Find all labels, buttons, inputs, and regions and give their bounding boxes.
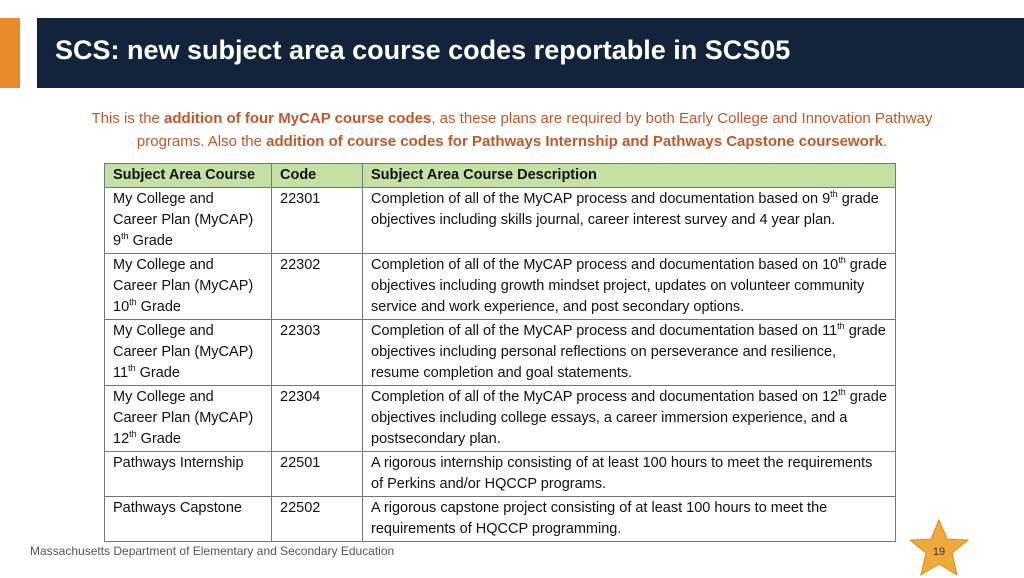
grade-number: 10 xyxy=(113,299,130,315)
intro-line-2 xyxy=(20,130,1004,153)
description-cell xyxy=(363,386,896,452)
code-cell: 22301 xyxy=(272,188,363,254)
description-suffix: th xyxy=(830,189,838,200)
intro-part-2: , as these plans are required by both Early College and Innovation Pathway xyxy=(431,110,933,127)
grade-suffix: th xyxy=(128,363,136,374)
description-cell xyxy=(363,320,896,386)
code-cell: 22303 xyxy=(272,320,363,386)
accent-bar xyxy=(0,18,20,88)
course-line-2: Career Plan (MyCAP) xyxy=(113,344,254,360)
grade-suffix: th xyxy=(129,297,137,308)
code-cell: 22502 xyxy=(272,497,363,542)
intro-text xyxy=(20,107,1004,153)
slide-title: SCS: new subject area course codes reportable in SCS05 xyxy=(55,35,791,65)
course-line-2: Career Plan (MyCAP) xyxy=(113,278,254,294)
course-cell xyxy=(105,320,272,386)
description-start: Completion of all of the MyCAP process and documentation based on 10 xyxy=(371,257,839,273)
course-line-2: Career Plan (MyCAP) xyxy=(113,410,254,426)
course-line-1: My College and xyxy=(113,257,214,273)
description-start: Completion of all of the MyCAP process and documentation based on 12 xyxy=(371,389,839,405)
table-row xyxy=(105,188,896,254)
course-line-2: Career Plan (MyCAP) xyxy=(113,212,254,228)
intro-bold-2: addition of course codes for Pathways Internship and Pathways Capstone coursework xyxy=(266,133,883,150)
description-suffix: th xyxy=(838,255,846,266)
description-start: Completion of all of the MyCAP process and documentation based on 11 xyxy=(371,323,838,339)
table-header-row xyxy=(105,164,896,188)
course-cell xyxy=(105,188,272,254)
grade-suffix: th xyxy=(121,231,129,242)
description-end: grade objectives including growth mindset project, updates on volunteer community service and work experience, and post secondary options. xyxy=(371,257,887,315)
course-codes-table xyxy=(104,163,896,542)
description-end: grade objectives including skills journal, career interest survey and 4 year plan. xyxy=(371,191,879,228)
code-cell: 22302 xyxy=(272,254,363,320)
course-line-1: My College and xyxy=(113,323,214,339)
table-row xyxy=(105,386,896,452)
intro-bold-1: addition of four MyCAP course codes xyxy=(164,110,432,127)
description-end: grade objectives including college essays, a career immersion experience, and a postsecondary plan. xyxy=(371,389,887,447)
description-cell: A rigorous internship consisting of at least 100 hours to meet the requirements of Perkins and/or HQCCP programs. xyxy=(363,452,896,497)
table-row xyxy=(105,497,896,542)
grade-word: Grade xyxy=(136,431,181,447)
course-line-1: My College and xyxy=(113,191,214,207)
grade-suffix: th xyxy=(129,429,137,440)
header-description: Subject Area Course Description xyxy=(363,164,896,188)
description-suffix: th xyxy=(837,321,845,332)
description-start: Completion of all of the MyCAP process and documentation based on 9 xyxy=(371,191,831,207)
intro-part-4: . xyxy=(882,133,888,150)
title-bar xyxy=(37,18,1024,88)
header-code: Code xyxy=(272,164,363,188)
grade-word: Grade xyxy=(136,299,181,315)
description-cell: A rigorous capstone project consisting of at least 100 hours to meet the requirements of HQCCP programming. xyxy=(363,497,896,542)
header-subject-area-course: Subject Area Course xyxy=(105,164,272,188)
grade-number: 9 xyxy=(113,233,122,249)
course-cell: Pathways Capstone xyxy=(105,497,272,542)
table-row xyxy=(105,320,896,386)
course-cell xyxy=(105,254,272,320)
course-line-1: My College and xyxy=(113,389,214,405)
grade-word: Grade xyxy=(128,233,173,249)
course-cell: Pathways Internship xyxy=(105,452,272,497)
code-cell: 22304 xyxy=(272,386,363,452)
page-number: 19 xyxy=(932,546,946,558)
intro-part-3: programs. Also the xyxy=(136,133,267,150)
code-cell: 22501 xyxy=(272,452,363,497)
intro-part-1: This is the xyxy=(91,110,165,127)
grade-number: 11 xyxy=(113,365,129,381)
page-number-badge xyxy=(906,518,972,578)
table-row xyxy=(105,254,896,320)
description-end: grade objectives including personal reflections on perseverance and resilience, resume completion and goal statements. xyxy=(371,323,886,381)
grade-number: 12 xyxy=(113,431,130,447)
table-row xyxy=(105,452,896,497)
course-cell xyxy=(105,386,272,452)
grade-word: Grade xyxy=(135,365,180,381)
description-cell xyxy=(363,254,896,320)
description-cell xyxy=(363,188,896,254)
description-suffix: th xyxy=(838,387,846,398)
footer-organization: Massachusetts Department of Elementary and Secondary Education xyxy=(30,544,395,558)
